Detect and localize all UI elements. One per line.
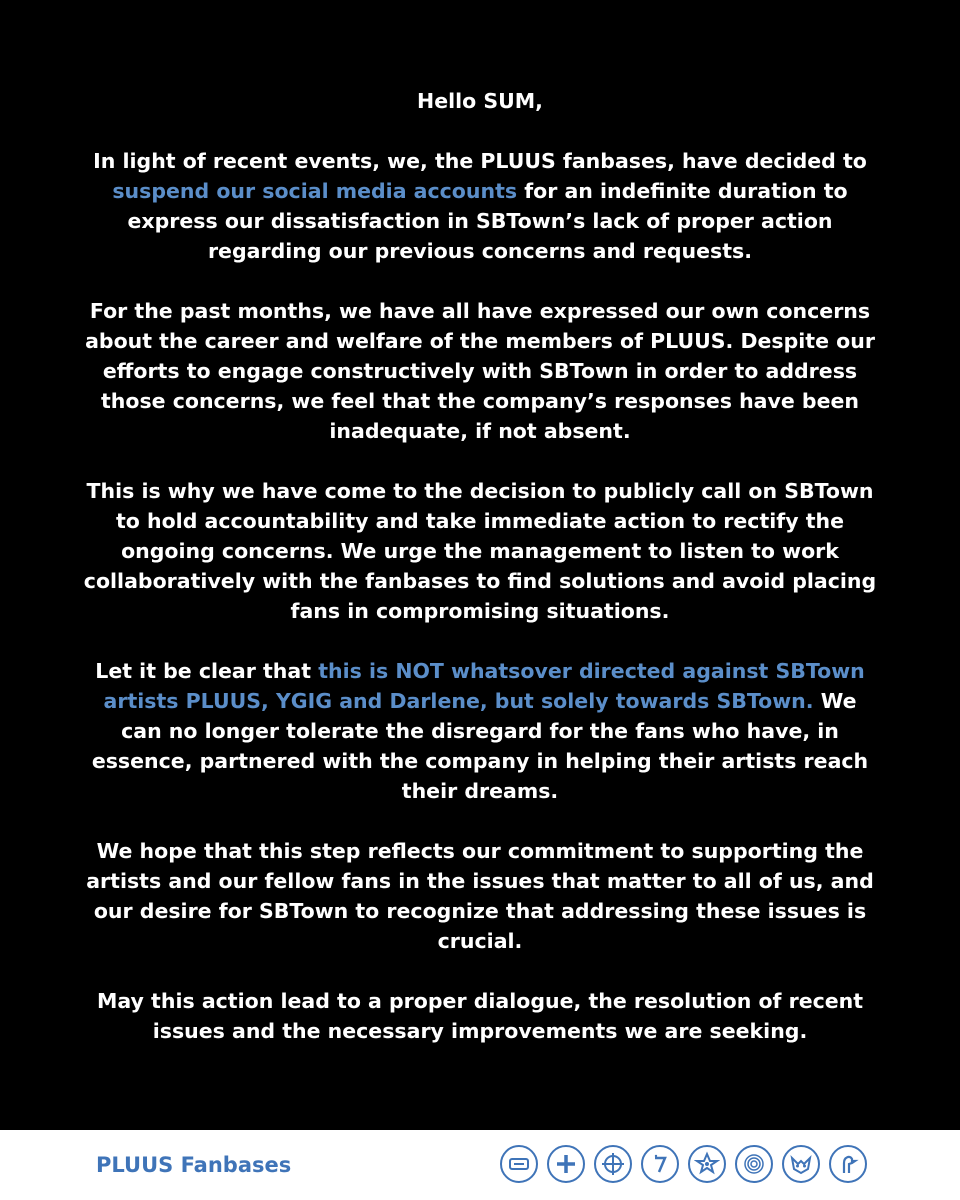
paragraph-4 (80, 656, 880, 806)
footer-bar (0, 1130, 960, 1200)
paragraph-5: We hope that this step reflects our commitment to supporting the artists and our fellow fans in the issues that matter to all of us, and our desire for SBTown to recognize that addressing these issues is crucial. (86, 839, 874, 953)
fanbase-logo-swirl-icon (735, 1145, 773, 1183)
statement-body (80, 86, 880, 1076)
paragraph-6: May this action lead to a proper dialogue, the resolution of recent issues and the necessary improvements we are seeking. (96, 989, 864, 1043)
fanbase-logo-compass-icon (594, 1145, 632, 1183)
fanbase-logo-cross-icon (547, 1145, 585, 1183)
fanbase-logo-bird-icon (829, 1145, 867, 1183)
paragraph-2: For the past months, we have all have expressed our own concerns about the career and welfare of the members of PLUUS. Despite our efforts to engage constructively with SBTown in order to address those concerns, we feel that the company’s responses have been inadequate, if not absent. (85, 299, 875, 443)
paragraph-1 (80, 146, 880, 266)
fanbase-logo-owl-icon (782, 1145, 820, 1183)
fanbase-logo-1-icon (500, 1145, 538, 1183)
paragraph-4-pre: Let it be clear that (95, 659, 319, 683)
paragraph-3: This is why we have come to the decision to publicly call on SBTown to hold accountability and take immediate action to rectify the ongoing concerns. We urge the management to listen to work collaboratively with the fanbases to find solutions and avoid placing fans in compromising situations. (83, 479, 877, 623)
paragraph-1-highlight: suspend our social media accounts (112, 179, 518, 203)
fanbase-logos (500, 1145, 867, 1183)
paragraph-4-highlight: this is NOT whatsover directed against SBTown artists PLUUS, YGIG and Darlene, but solely towards SBTown. (103, 659, 865, 713)
paragraph-1-post: for an indefinite duration to express our dissatisfaction in SBTown’s lack of proper action regarding our previous concerns and requests. (127, 179, 848, 263)
footer-title: PLUUS Fanbases (96, 1153, 292, 1177)
paragraph-1-pre: In light of recent events, we, the PLUUS fanbases, have decided to (93, 149, 867, 173)
paragraph-4-post: We can no longer tolerate the disregard for the fans who have, in essence, partnered with the company in helping their artists reach their dreams. (91, 689, 869, 803)
fanbase-logo-flower-icon (688, 1145, 726, 1183)
fanbase-logo-7-icon (641, 1145, 679, 1183)
greeting: Hello SUM, (417, 89, 543, 113)
